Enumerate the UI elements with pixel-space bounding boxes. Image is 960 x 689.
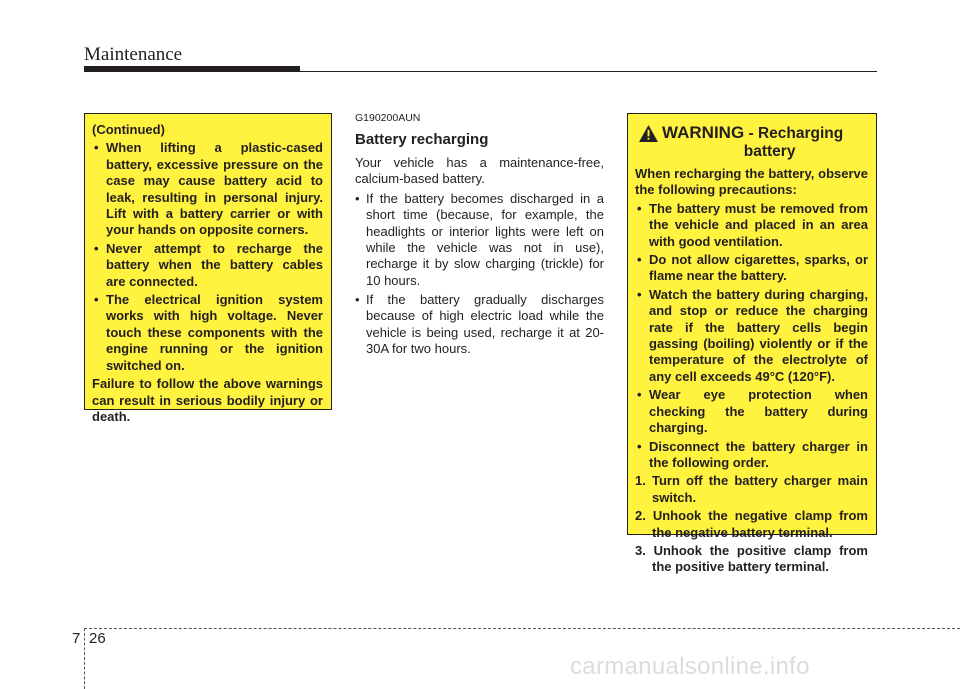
section-heading: Battery recharging: [355, 131, 489, 149]
list-item: • The battery must be removed from the vehicle and placed in an area with good ventilation.: [635, 201, 868, 250]
list-item: • If the battery gradually discharges because of high electric load while the vehicle is being used, recharge it at 20-30A for two hours.: [355, 292, 604, 357]
step-item: 1. Turn off the battery charger main switch.: [635, 473, 868, 505]
step-item: 2. Unhook the negative clamp from the negative battery terminal.: [635, 508, 868, 540]
warning-intro: When recharging the battery, observe the following precautions:: [635, 166, 868, 198]
precaution-list: [635, 201, 868, 472]
warning-topic: - Recharging: [748, 125, 844, 142]
disconnect-steps: [635, 473, 868, 575]
list-item: • Wear eye protection when checking the battery during charging.: [635, 387, 868, 436]
page-header-title: Maintenance: [84, 44, 183, 65]
chapter-number: 7: [72, 630, 81, 647]
step-item: 3. Unhook the positive clamp from the positive battery terminal.: [635, 542, 868, 575]
continued-warning-box: [84, 113, 332, 424]
footer-divider-horizontal: [84, 628, 960, 629]
warning-closing: Failure to follow the above warnings can result in serious bodily injury or death.: [92, 376, 323, 424]
watermark: carmanualsonline.info: [570, 653, 810, 680]
list-item: • Disconnect the battery charger in the following order.: [635, 439, 868, 472]
list-item: • When lifting a plastic-cased battery, excessive pressure on the case may cause battery acid to leak, resulting in personal injury. Lift with a battery carrier or with your hands on opposite corners.: [92, 140, 323, 238]
warning-triangle-icon: [639, 125, 658, 142]
battery-recharging-section: [355, 110, 604, 360]
recharge-list: [355, 191, 604, 357]
recharging-warning-box: [627, 113, 877, 575]
footer-divider-vertical: [84, 628, 85, 689]
page-number: 26: [89, 630, 106, 647]
list-item: • If the battery becomes discharged in a short time (because, for example, the headlights or interior lights were left on while the vehicle was not in use), recharge it by slow charging (trickle) for 10 hours.: [355, 191, 604, 289]
warning-header: [635, 124, 868, 161]
continued-label: (Continued): [92, 122, 165, 137]
left-warning-list: [92, 140, 323, 374]
warning-title: [662, 124, 843, 161]
list-item: • Do not allow cigarettes, sparks, or flame near the battery.: [635, 252, 868, 285]
list-item: • Watch the battery during charging, and stop or reduce the charging rate if the battery cells begin gassing (boiling) violently or if the temperature of the electrolyte of any cell exceeds 49°C (120°F).: [635, 287, 868, 385]
warning-word: WARNING: [662, 123, 745, 142]
list-item: • The electrical ignition system works with high voltage. Never touch these components with the engine running or the ignition switched on.: [92, 292, 323, 374]
header-rule: [300, 71, 877, 72]
section-code: G190200AUN: [355, 112, 421, 124]
header-bar: [84, 66, 300, 72]
warning-topic-line-2: battery: [743, 143, 796, 160]
section-intro: Your vehicle has a maintenance-free, calcium-based battery.: [355, 154, 604, 186]
list-item: • Never attempt to recharge the battery when the battery cables are connected.: [92, 241, 323, 290]
